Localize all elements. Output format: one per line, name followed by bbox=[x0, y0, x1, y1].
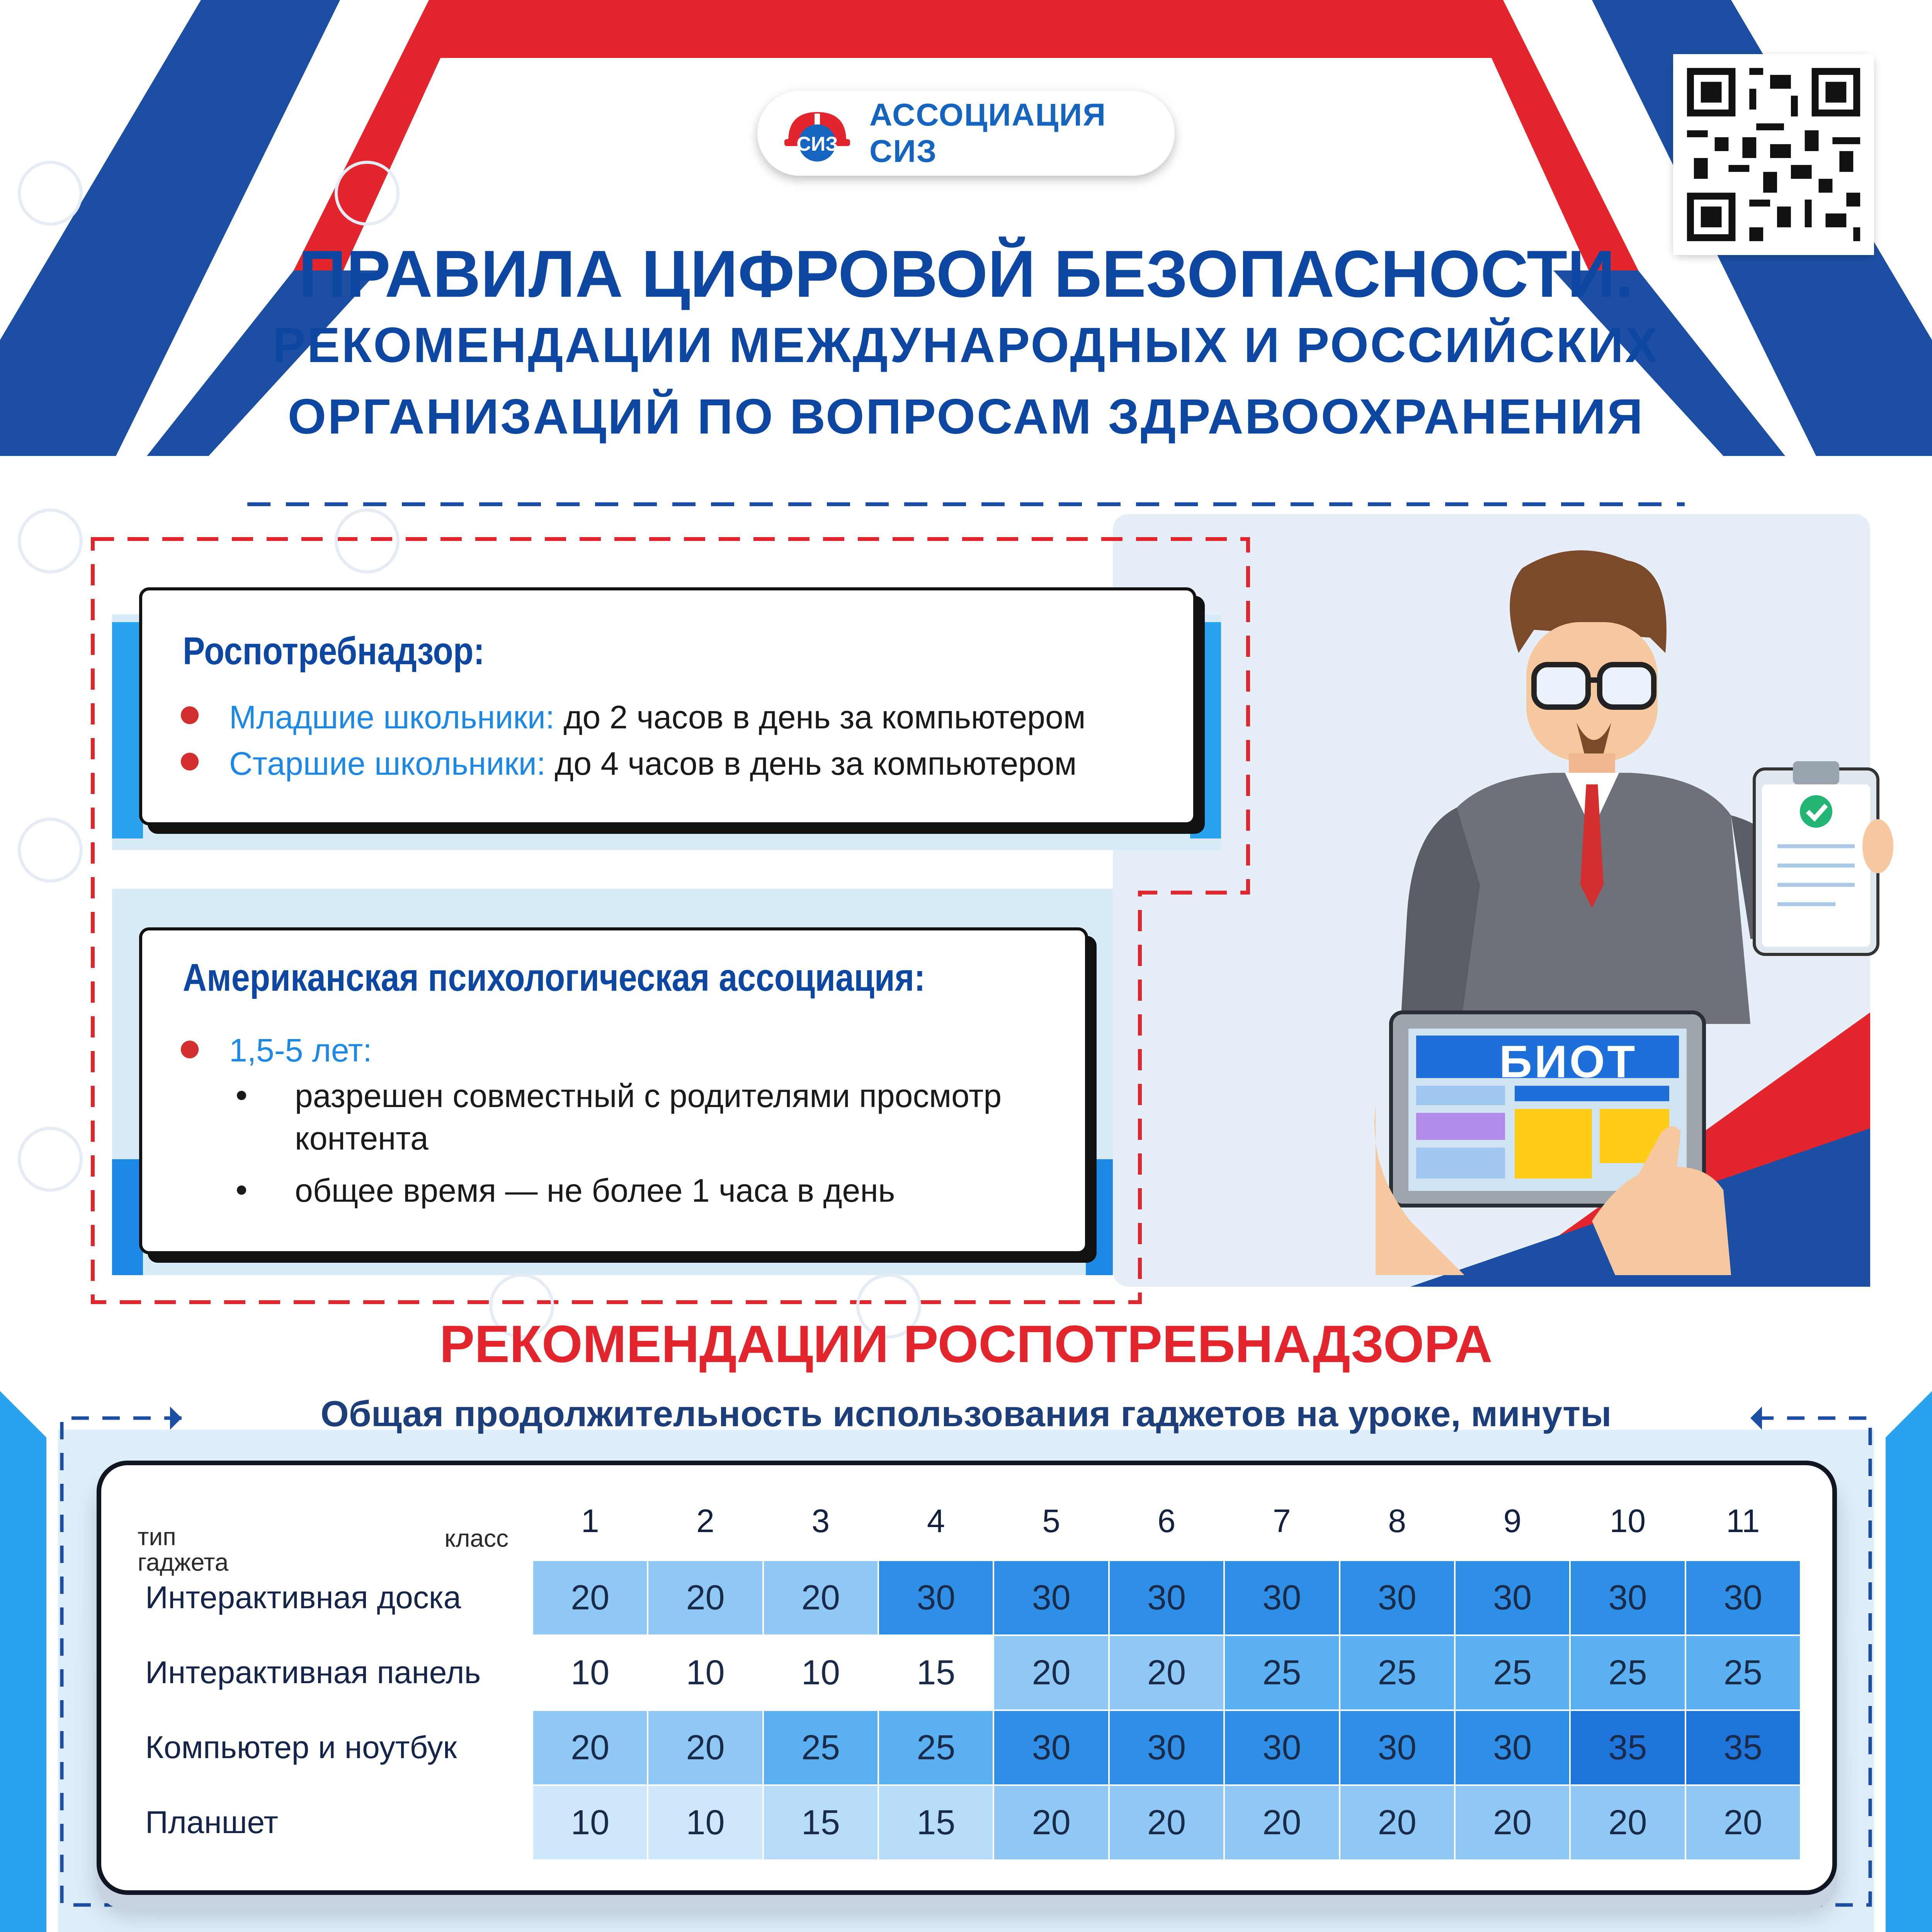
table1-cell: 20 bbox=[764, 1561, 878, 1634]
table1-corner-type: тип гаджета bbox=[138, 1523, 229, 1576]
rospotreb-card-title: Роспотребнадзор: bbox=[183, 629, 485, 673]
sub-bullet-dot bbox=[237, 1185, 246, 1195]
table1-cell: 25 bbox=[1456, 1636, 1569, 1709]
rospotreb-item-1 bbox=[229, 699, 1085, 736]
table1-cell: 20 bbox=[1110, 1636, 1223, 1709]
apa-sub-item-1-cont: контента bbox=[295, 1120, 429, 1156]
table1-cell: 15 bbox=[764, 1786, 878, 1859]
table1-col-header: 9 bbox=[1456, 1482, 1569, 1560]
table1-cell: 15 bbox=[879, 1786, 993, 1859]
table1-cell: 30 bbox=[1110, 1561, 1223, 1634]
logo-mark-text: СИЗ bbox=[796, 133, 838, 155]
qr-code[interactable] bbox=[1673, 54, 1874, 255]
rospotreb-item-1-text: до 2 часов в день за компьютером bbox=[563, 699, 1086, 735]
table1-cell: 15 bbox=[879, 1636, 993, 1709]
table1-row-label: Интерактивная панель bbox=[130, 1636, 532, 1709]
table1-cell: 20 bbox=[533, 1561, 647, 1634]
table1-cell: 10 bbox=[648, 1786, 762, 1859]
table1-cell: 25 bbox=[879, 1711, 993, 1784]
table1-cell: 20 bbox=[1456, 1786, 1569, 1859]
table1-cell: 35 bbox=[1571, 1711, 1684, 1784]
section-title: РЕКОМЕНДАЦИИ РОСПОТРЕБНАДЗОРА bbox=[439, 1315, 1493, 1373]
rospotreb-item-2 bbox=[229, 745, 1077, 782]
table1-col-header: 4 bbox=[879, 1482, 993, 1560]
table1-row bbox=[130, 1561, 1800, 1634]
table1-cell: 30 bbox=[994, 1711, 1108, 1784]
table1-cell: 25 bbox=[1571, 1636, 1684, 1709]
table1-cell: 30 bbox=[1225, 1561, 1338, 1634]
rospotreb-item-2-text: до 4 часов в день за компьютером bbox=[554, 745, 1077, 782]
table1-cell: 20 bbox=[1110, 1786, 1223, 1859]
table1-row bbox=[130, 1636, 1800, 1709]
apa-sub-item-1: разрешен совместный с родителями просмотр bbox=[295, 1078, 1002, 1114]
association-logo-pill bbox=[757, 91, 1175, 176]
qr-code-icon bbox=[1673, 54, 1874, 255]
table1-col-header: 6 bbox=[1110, 1482, 1223, 1560]
table1-cell: 25 bbox=[1225, 1636, 1338, 1709]
table1-cell: 10 bbox=[533, 1636, 647, 1709]
table1-col-header: 7 bbox=[1225, 1482, 1338, 1560]
table1-header-row bbox=[130, 1482, 1800, 1560]
table1-corner bbox=[130, 1482, 532, 1576]
table1-cell: 30 bbox=[1686, 1561, 1800, 1634]
table1-cell: 30 bbox=[1571, 1561, 1684, 1634]
table1-cell: 30 bbox=[1225, 1711, 1338, 1784]
table1-cell: 30 bbox=[1456, 1561, 1569, 1634]
table1-cell: 30 bbox=[1340, 1711, 1454, 1784]
page-title-line1: ПРАВИЛА ЦИФРОВОЙ БЕЗОПАСНОСТИ. bbox=[298, 237, 1634, 311]
table1-row bbox=[130, 1786, 1800, 1859]
apa-card-title: Американская психологическая ассоциация: bbox=[183, 956, 925, 999]
table1-col-header: 3 bbox=[764, 1482, 878, 1560]
page-title-line2: РЕКОМЕНДАЦИИ МЕЖДУНАРОДНЫХ И РОССИЙСКИХ bbox=[272, 318, 1660, 373]
rospotreb-item-1-label: Младшие школьники: bbox=[229, 699, 555, 735]
table1-cell: 20 bbox=[994, 1786, 1108, 1859]
bullet-dot bbox=[181, 1041, 199, 1058]
table1-row bbox=[130, 1711, 1800, 1784]
apa-card bbox=[139, 927, 1088, 1254]
table1-col-header: 10 bbox=[1571, 1482, 1684, 1560]
table1-cell: 10 bbox=[533, 1786, 647, 1859]
table1-cell: 25 bbox=[1340, 1636, 1454, 1709]
table1-container bbox=[97, 1461, 1837, 1895]
table1-col-header: 11 bbox=[1686, 1482, 1800, 1560]
table1-cell: 30 bbox=[1456, 1711, 1569, 1784]
table1-col-header: 1 bbox=[533, 1482, 647, 1560]
sub-bullet-dot bbox=[237, 1091, 246, 1100]
table1-cell: 20 bbox=[648, 1561, 762, 1634]
table1-cell: 20 bbox=[1225, 1786, 1338, 1859]
table1-cell: 35 bbox=[1686, 1711, 1800, 1784]
table1-cell: 25 bbox=[1686, 1636, 1800, 1709]
table1-cell: 20 bbox=[1571, 1786, 1684, 1859]
tablet-label: БИОТ bbox=[1499, 1036, 1638, 1087]
table1-cell: 30 bbox=[994, 1561, 1108, 1634]
table1-corner-class: класс bbox=[444, 1524, 509, 1552]
table1-col-header: 8 bbox=[1340, 1482, 1454, 1560]
association-name: АССОЦИАЦИЯ СИЗ bbox=[869, 97, 1107, 169]
apa-sub-item-2: общее время — не более 1 часа в день bbox=[295, 1172, 895, 1209]
table1-cell: 30 bbox=[879, 1561, 993, 1634]
table1-row-label: Интерактивная доска bbox=[130, 1561, 532, 1634]
table1-cell: 20 bbox=[1340, 1786, 1454, 1859]
table1-col-header: 5 bbox=[994, 1482, 1108, 1560]
table1-body bbox=[130, 1561, 1800, 1859]
apa-age-label: 1,5-5 лет: bbox=[229, 1032, 372, 1068]
table1-cell: 25 bbox=[764, 1711, 878, 1784]
table1-cell: 20 bbox=[1686, 1786, 1800, 1859]
rospotreb-card bbox=[139, 587, 1196, 825]
table1-cell: 20 bbox=[648, 1711, 762, 1784]
table1-cell: 30 bbox=[1110, 1711, 1223, 1784]
table1-cell: 10 bbox=[648, 1636, 762, 1709]
table1-cell: 30 bbox=[1340, 1561, 1454, 1634]
page-title-line3: ОРГАНИЗАЦИЙ ПО ВОПРОСАМ ЗДРАВООХРАНЕНИЯ bbox=[287, 389, 1645, 444]
rospotreb-item-2-label: Старшие школьники: bbox=[229, 745, 546, 782]
table1-cell: 20 bbox=[994, 1636, 1108, 1709]
table1-cell: 20 bbox=[533, 1711, 647, 1784]
bullet-dot bbox=[181, 753, 199, 770]
table1 bbox=[128, 1481, 1801, 1861]
table1-col-header: 2 bbox=[648, 1482, 762, 1560]
table1-caption: Общая продолжительность использования гаджетов на уроке, минуты bbox=[320, 1393, 1612, 1434]
table1-row-label: Планшет bbox=[130, 1786, 532, 1859]
table1-row-label: Компьютер и ноутбук bbox=[130, 1711, 532, 1784]
bullet-dot bbox=[181, 706, 199, 724]
table1-cell: 10 bbox=[764, 1636, 878, 1709]
helmet-logo-icon bbox=[781, 104, 854, 162]
